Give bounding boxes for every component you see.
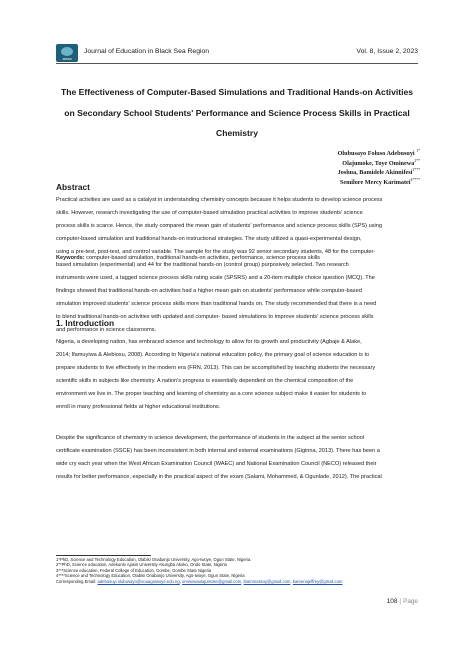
text-line: to blend traditional hands-on activities with updated and computer- based simulations to improve students' science process skills [56, 314, 374, 320]
volume-issue: Vol. 8, Issue 2, 2023 [356, 48, 418, 55]
title-line: The Effectiveness of Computer-Based Simulations and Traditional Hands-on Activities [60, 87, 414, 97]
footnote: 3***Science education, Federal College of Education, Gombe, Gombe State Nigeria [56, 567, 212, 573]
page-label: Page [403, 598, 418, 605]
text-line: 2014; Ifamuyiwa & Alebiosu, 2008). According to Nigeria's national education policy, the primary goal of science education is to [56, 352, 370, 358]
email-link[interactable]: ominewaolajumoke@gmail.com [182, 578, 242, 584]
keywords-label: Keywords: [56, 255, 85, 261]
abstract-heading: Abstract [56, 182, 90, 192]
text-line: wide cry each year when the West African Examination Council (WAEC) and National Examination Council (NECO) released their [56, 461, 377, 467]
text-line: simulation improved students' science process skills more than traditional hands on. The study recommended that there is a need [56, 301, 377, 307]
page-number-value: 108 [386, 598, 398, 605]
text-line: Nigeria, a developing nation, has embraced science and technology to allow for its growth and productivity (Agbaje & Alake, [56, 339, 362, 345]
running-header [56, 44, 418, 62]
keywords [56, 255, 320, 261]
email-label: Corresponding Email: [56, 578, 97, 584]
journal-name: Journal of Education in Black Sea Region [84, 48, 210, 55]
text-line: based simulation (experimental) and 44 for the traditional hands-on (control group) purposively selected. Two research [56, 262, 349, 268]
footnotes [56, 557, 418, 584]
author-list [338, 148, 420, 187]
introduction-paragraph-2 [56, 432, 418, 484]
page-number [387, 598, 418, 605]
text-line: environment we live in. The proper teaching and learning of chemistry as a core science subject make it easier for students to [56, 391, 367, 397]
author: Joshua, Bamidele Akinnifesi$^{3***}$ [337, 168, 420, 177]
email-link[interactable]: ibammossuy@gmail.com [243, 578, 291, 584]
email-link[interactable]: kareenajeffrey@gmail.com [292, 578, 343, 584]
footnote: 2**PhD, Science education, Adekunle Ajasin University Akungba Akoko, Ondo State, Nigeria [56, 562, 227, 568]
title-line: on Secondary School Students' Performance and Science Process Skills in Practical [64, 107, 410, 118]
text-line: using a pre-test, post-test, and control variable. The sample for the study was 92 senior secondary students, 48 for the computer- [56, 249, 376, 255]
email-link[interactable]: adebusuyi.olubusayo@oouagoiwoye.edu.ng [97, 578, 180, 584]
introduction-heading: 1. Introduction [56, 318, 115, 328]
text-line: enroll in many professional fields at higher educational institutions. [56, 404, 221, 410]
logo-text: JEBSR [62, 57, 72, 61]
keywords-text: computer-based simulation, traditional hands-on activities, performance, science process skills [86, 255, 320, 261]
text-line: Despite the significance of chemistry in science development, the performance of students in the subject at the senior school [56, 435, 365, 441]
footnote: 4****Science and Technology Education, Olabisi Onabanjo University, Ago-Iwoye, Ogun State, Nigeria [56, 573, 245, 579]
footnote-divider [56, 555, 151, 556]
text-line: prepare students to live effectively in the modern era (FRN, 2013). This can be accomplished by teaching students the necessary [56, 365, 376, 371]
text-line: skills. However, research investigating the use of computer-based simulation practical activities to improve students' science [56, 210, 363, 216]
page-separator: | [399, 598, 402, 605]
footnote: 1*PhD, Science and Technology Education, Olabisi Onabanjo University, Ago-Iwoye, Ogun State, Nigeria. [56, 557, 252, 562]
author: Olubusayo Foluso Adebusuyi $^{1*}$ [337, 149, 420, 158]
introduction-paragraph-1 [56, 336, 418, 414]
text-line: computer-based simulation and traditional hands-on instructional strategies. The study utilized a quasi-experimental design, [56, 236, 362, 242]
author: Semilore Mercy Karimatei$^{4****}$ [339, 177, 420, 187]
text-line: and performance in science classrooms. [56, 327, 157, 333]
text-line: instruments were used, a tagged science process skills rating scale (SPSRS) and a 20-item multiple choice question (MCQ). The [56, 275, 375, 281]
text-line: process skills is scarce. Hence, the study compared the mean gain of students' performance and science process skills (SPS) using [56, 223, 382, 229]
corresponding-emails: Corresponding Email: adebusuyi.olubusayo@oouagoiwoye.edu.ng, ominewaolajumoke@gmail.com, ibammossuy@gmail.com, kareenajeffrey@gmail.com [56, 578, 343, 584]
text-line: scientific skills in subjects like chemistry. A nation's progress is essentially dependent on the chemical composition of the [56, 378, 354, 384]
author: Olajumoke, Toye Ominewa$^{2**}$ [342, 158, 420, 167]
header-divider [56, 63, 418, 64]
journal-logo [56, 44, 78, 62]
text-line: results for better performance, especially in the practical aspect of the exam (Salami, Mohammed, & Ogunlade, 2012). The practical [56, 474, 382, 480]
title-line: Chemistry [215, 128, 259, 138]
text-line: certificate examination (SSCE) has been inconsistent in both internal and external examinations (Giginna, 2013). There has been a [56, 448, 380, 454]
text-line: Practical activities are used as a catalyst in understanding chemistry concepts because it helps students to develop science process [56, 197, 383, 203]
abstract-body [56, 194, 418, 337]
logo-globe-icon [61, 47, 73, 56]
paper-title [56, 82, 418, 144]
text-line: findings showed that traditional hands-on activities had a higher mean gain on students' performance while computer-based [56, 288, 362, 294]
